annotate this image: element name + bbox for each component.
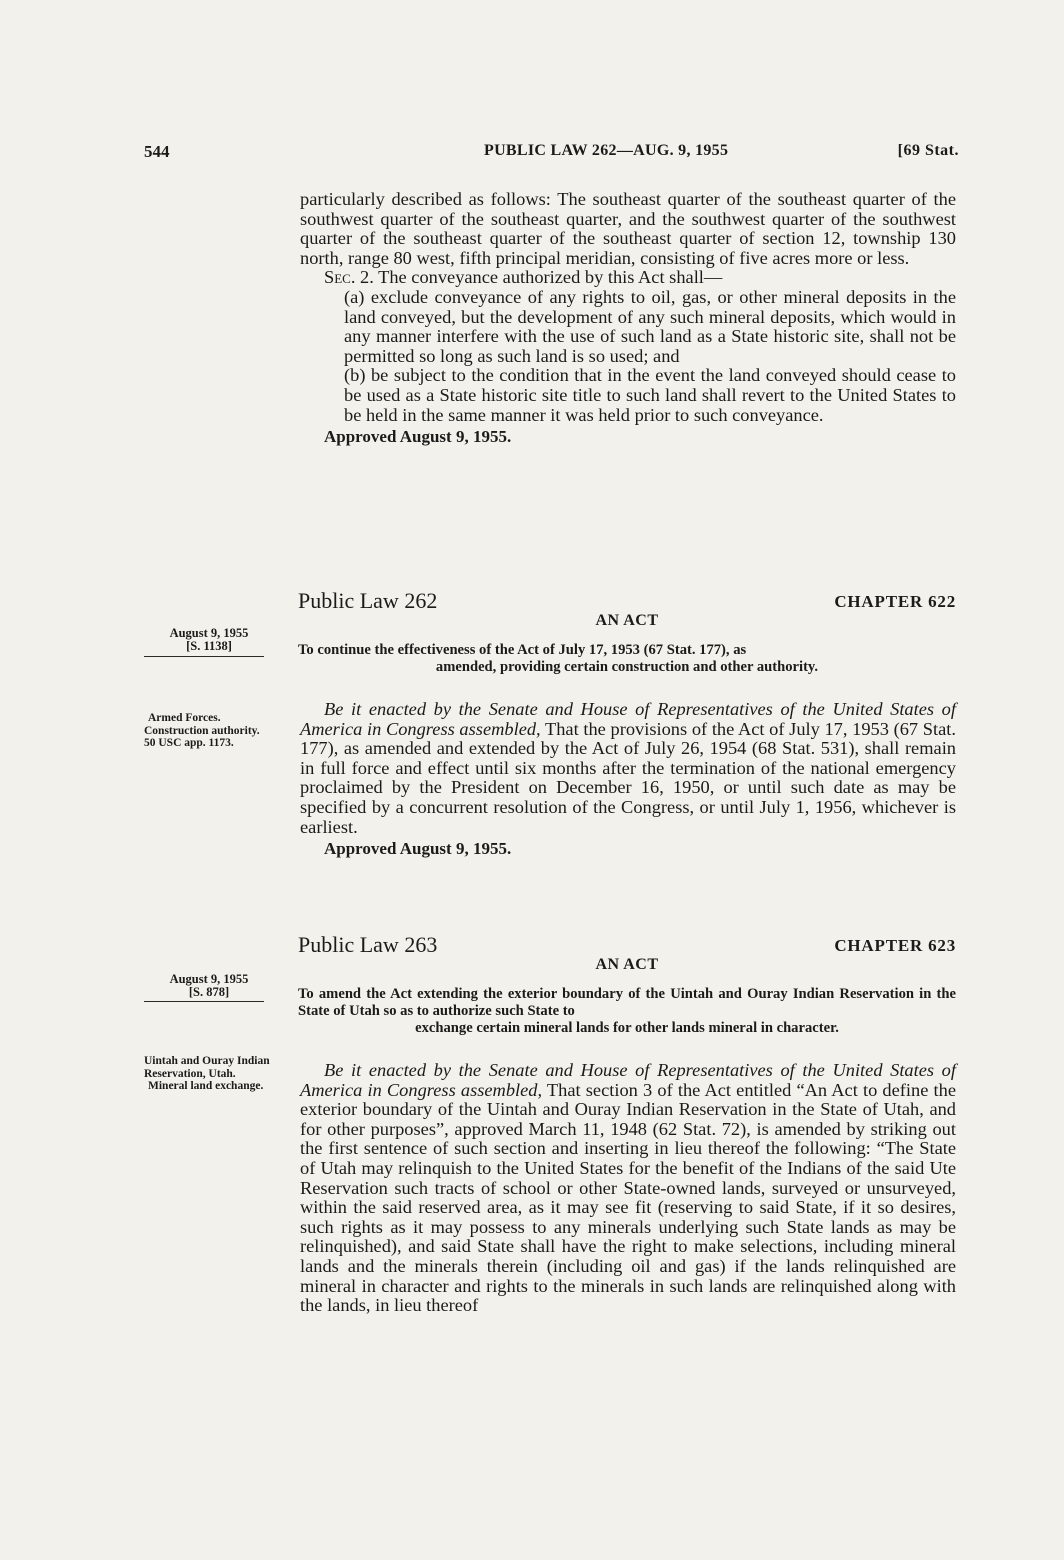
margin-note: Armed Forces.: [148, 712, 221, 724]
approved-line: Approved August 9, 1955.: [324, 427, 512, 447]
law-262-purpose-line-2: amended, providing certain construction and other authority.: [435, 659, 819, 675]
section-2-text: 2. The conveyance authorized by this Act shall—: [355, 267, 723, 288]
law-263-purpose-line-2: exchange certain mineral lands for other lands mineral in character.: [415, 1020, 839, 1036]
law-263-margin-date: [144, 973, 274, 999]
law-263-bill: [S. 878]: [188, 985, 230, 999]
law-262-body-text: That the provisions of the Act of July 17, 1953 (67 Stat. 177), as amended and extended by the Act of July 26, 1954 (68 Stat. 531), shall remain in full force and effect until six months after the termination of the national emergency proclaimed by the President on December 16, 1950, or until such date as may be specified by a concurrent resolution of the Congress, or until July 1, 1956, whichever is earliest.: [300, 718, 957, 837]
enacting-clause: Be it enacted by the Senate and House of Representatives of the United States of America in Congress assembled,: [300, 699, 956, 739]
intro-paragraph: particularly described as follows: The southeast quarter of the southeast quarter of the southwest quarter of the southeast quarter, and the southwest quarter of the southwest quarter of the southeast quarter of the southeast quarter of section 12, township 130 north, range 80 west, fifth principal meridian, consisting of five acres more or less.: [300, 189, 956, 268]
law-263-margin-notes: [144, 1055, 284, 1093]
clause-b-text: (b) be subject to the condition that in the event the land conveyed should cease to be used as a State historic site title to such land shall revert to the United States to be held in the same manner it was held prior to such conveyance.: [344, 365, 956, 425]
margin-rule: [144, 656, 264, 657]
law-262-margin-date: [144, 627, 274, 653]
margin-rule: [144, 1001, 264, 1002]
law-263-purpose: [298, 986, 956, 1037]
margin-note: Uintah and Ouray Indian Reservation, Utah.: [144, 1055, 270, 1080]
law-262-margin-notes: [144, 712, 274, 750]
law-262-an-act: AN ACT: [595, 612, 659, 629]
law-262-purpose-line-1: To continue the effectiveness of the Act of July 17, 1953 (67 Stat. 177), as: [298, 642, 747, 658]
enacting-clause: Be it enacted by the Senate and House of Representatives of the United States of America in Congress assembled,: [300, 1060, 956, 1100]
law-263-date: August 9, 1955: [169, 972, 249, 986]
margin-note: Mineral land exchange.: [148, 1080, 264, 1092]
law-262-bill: [S. 1138]: [186, 639, 232, 653]
law-262-body: [300, 700, 956, 859]
approved-line: Approved August 9, 1955.: [324, 839, 512, 859]
running-head: PUBLIC LAW 262—AUG. 9, 1955: [484, 142, 729, 159]
intro-text: [300, 190, 956, 447]
law-262-heading: [298, 588, 956, 629]
law-263-an-act: AN ACT: [595, 956, 659, 973]
law-263-title: Public Law 263: [298, 932, 438, 957]
volume-reference: [69 Stat.: [897, 142, 959, 159]
law-263-chapter: CHAPTER 623: [834, 936, 956, 955]
law-262-date: August 9, 1955: [169, 626, 249, 640]
law-262-purpose: [298, 642, 956, 676]
law-263-body-text: That section 3 of the Act entitled “An Act to define the exterior boundary of the Uintah and Ouray Indian Reservation in the State of Utah, and for other purposes”, approved March 11, 1948 (62 Stat. 72), is amended by striking out the first sentence of such section and inserting in lieu thereof the following: “The State of Utah may relinquish to the United States for the benefit of the Indians of the said Ute Reservation such tracts of school or other State-owned lands, surveyed or unsurveyed, within the said reserved area, as it may see fit (reserving to said State, if it so desires, such rights as it may possess to any minerals underlying such State lands as may be relinquished), and said State shall have the right to make selections, including mineral lands and the minerals therein (including oil and gas) if the lands relinquished are mineral in character and rights to the minerals in such lands are relinquished along with the lands, in lieu thereof: [300, 1079, 956, 1316]
law-263-purpose-line-1: To amend the Act extending the exterior boundary of the Uintah and Ouray Indian Reservation in the State of Utah so as to authorize such State to: [298, 986, 956, 1019]
law-262-title: Public Law 262: [298, 588, 438, 613]
clause-a-text: (a) exclude conveyance of any rights to oil, gas, or other mineral deposits in the land conveyed, but the development of any such mineral deposits, which would in any manner interfere with the use of such land as a State historic site, shall not be permitted so long as such land is so used; and: [344, 286, 956, 366]
page-number: 544: [144, 142, 170, 161]
section-label: Sec.: [324, 267, 356, 288]
law-263-enacting-paragraph: [300, 1061, 956, 1316]
law-262-chapter: CHAPTER 622: [834, 592, 956, 611]
margin-note: Construction authority.: [144, 724, 260, 737]
law-262-enacting-paragraph: [300, 700, 956, 837]
clause-b: [300, 366, 956, 425]
margin-note: 50 USC app. 1173.: [144, 737, 234, 749]
section-2-paragraph: [300, 268, 956, 288]
law-263-heading: [298, 932, 956, 973]
clause-a: [300, 288, 956, 366]
page-header: [144, 142, 959, 166]
law-263-body: [300, 1061, 956, 1316]
